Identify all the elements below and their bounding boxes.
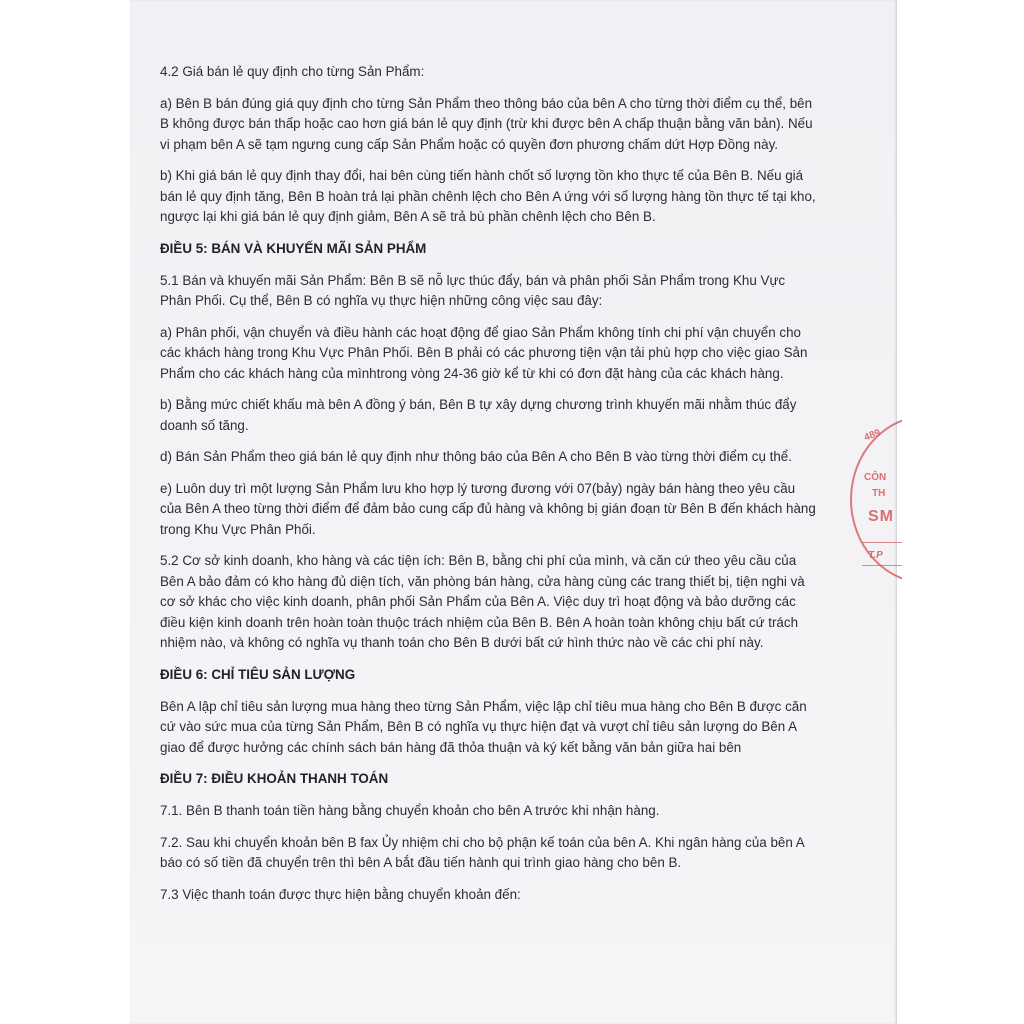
stamp-divider xyxy=(862,542,902,543)
stamp-number: 489 xyxy=(862,427,883,444)
section-5-1-b: b) Bằng mức chiết khấu mà bên A đồng ý bán, Bên B tự xây dựng chương trình khuyến mãi nhằm thúc đẩy doanh số tăng. xyxy=(160,397,797,433)
stamp-line-name: SM xyxy=(868,508,894,525)
section-5-1-d: d) Bán Sản Phẩm theo giá bán lẻ quy định như thông báo của Bên A cho Bên B vào từng thời điểm cụ thể. xyxy=(160,449,792,464)
article-6-body: Bên A lập chỉ tiêu sản lượng mua hàng theo từng Sản Phẩm, việc lập chỉ tiêu mua hàng cho Bên B được căn cứ vào sức mua của từng Sản Phẩm, Bên B có nghĩa vụ thực hiện đạt và vượt chỉ tiêu sản lượng do Bên A giao để được hưởng các chính sách bán hàng đã thỏa thuận và ký kết bằng văn bản giữa hai bên xyxy=(160,698,807,755)
stamp-line-city: T.P xyxy=(868,550,883,561)
page-background-left xyxy=(0,0,130,1024)
article-7-heading: ĐIỀU 7: ĐIỀU KHOẢN THANH TOÁN xyxy=(160,771,389,786)
page-background-right xyxy=(896,0,1024,1024)
section-5-1-a: a) Phân phối, vận chuyển và điều hành các hoạt động để giao Sản Phẩm không tính chi phí vận chuyển cho các khách hàng trong Khu Vực Phân Phối. Bên B phải có các phương tiện vận tải phù hợp cho việc giao Sản Phẩm cho các khách hàng của mìnhtrong vòng 24-36 giờ kể từ khi có đơn đặt hàng của các khách hàng. xyxy=(160,324,808,381)
company-stamp xyxy=(842,410,902,585)
article-5-heading: ĐIỀU 5: BÁN VÀ KHUYẾN MÃI SẢN PHẨM xyxy=(160,240,427,256)
article-6-heading: ĐIỀU 6: CHỈ TIÊU SẢN LƯỢNG xyxy=(160,666,356,682)
section-5-1: 5.1 Bán và khuyến mãi Sản Phẩm: Bên B sẽ nỗ lực thúc đẩy, bán và phân phối Sản Phẩm trong Khu Vực Phân Phối. Cụ thể, Bên B có nghĩa vụ thực hiện những công việc sau đây: xyxy=(160,272,786,308)
section-5-1-e: e) Luôn duy trì một lượng Sản Phẩm lưu kho hợp lý tương đương với 07(bảy) ngày bán hàng theo yêu cầu của Bên A theo từng thời điểm để đảm bảo cung cấp đủ hàng và không bị gián đoạn từ Bên B đến khách hàng trong Khu Vực Phân Phối. xyxy=(160,480,816,537)
section-5-2: 5.2 Cơ sở kinh doanh, kho hàng và các tiện ích: Bên B, bằng chi phí của mình, và căn cứ theo yêu cầu của Bên A bảo đảm có kho hàng đủ diện tích, văn phòng bán hàng, cửa hàng cùng các trang thiết bị, tiện nghi và cơ sở khác cho việc kinh doanh, phân phối Sản Phẩm của Bên A. Việc duy trì hoạt động và bảo dưỡng các điều kiện kinh doanh trên hoàn toàn thuộc trách nhiệm của Bên B. Bên A hoàn toàn không chịu bất cứ trách nhiệm nào, và không có nghĩa vụ thanh toán cho Bên B dưới bất cứ hình thức nào về các chi phí này. xyxy=(160,553,805,650)
stamp-divider xyxy=(862,565,902,566)
section-4-2-heading: 4.2 Giá bán lẻ quy định cho từng Sản Phẩm: xyxy=(160,64,425,79)
section-4-2-a: a) Bên B bán đúng giá quy định cho từng Sản Phẩm theo thông báo của bên A cho từng thời điểm cụ thể, bên B không được bán thấp hoặc cao hơn giá bán lẻ quy định (trừ khi được bên A chấp thuận bằng văn bản). Nếu vi phạm bên A sẽ tạm ngưng cung cấp Sản Phẩm hoặc có quyền đơn phương chấm dứt Hợp Đồng này. xyxy=(160,95,813,152)
stamp-line-company: CÔN xyxy=(864,472,887,483)
section-4-2-b: b) Khi giá bán lẻ quy định thay đổi, hai bên cùng tiến hành chốt số lượng tồn kho thực tế của Bên B. Nếu giá bán lẻ quy định tăng, Bên B hoàn trả lại phần chênh lệch cho Bên A ứng với số lượng hàng tồn thực tế tại kho, ngược lại khi giá bán lẻ quy định giảm, Bên A sẽ trả bù phần chênh lệch cho Bên B. xyxy=(160,168,816,224)
stamp-line-type: TH xyxy=(872,488,886,499)
section-7-2: 7.2. Sau khi chuyển khoản bên B fax Ủy nhiệm chi cho bộ phận kế toán của bên A. Khi ngân hàng của bên A báo có số tiền đã chuyển trên thì bên A bắt đầu tiến hành qui trình giao hàng cho bên B. xyxy=(160,834,804,870)
section-7-1: 7.1. Bên B thanh toán tiền hàng bằng chuyển khoản cho bên A trước khi nhận hàng. xyxy=(160,803,660,818)
section-7-3: 7.3 Việc thanh toán được thực hiện bằng chuyển khoản đến: xyxy=(160,886,521,902)
document-content xyxy=(160,62,820,916)
